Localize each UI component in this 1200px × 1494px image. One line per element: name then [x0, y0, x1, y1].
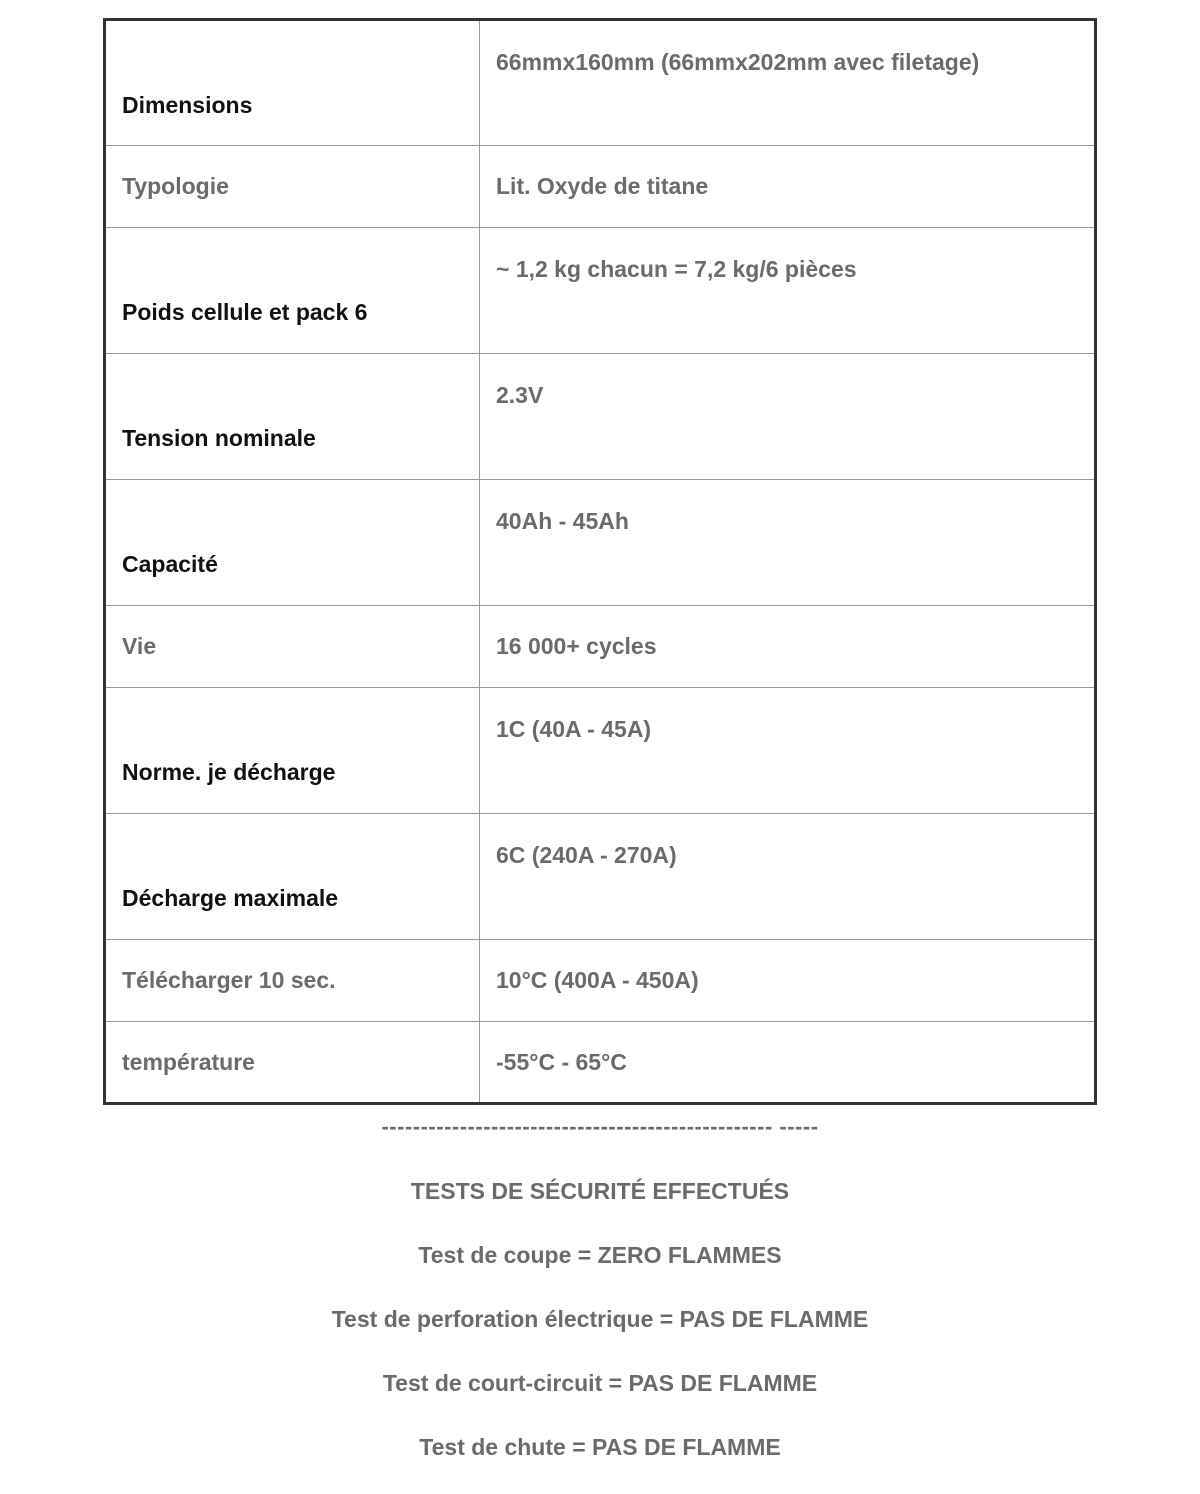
- safety-test-item: Test de coupe = ZERO FLAMMES: [418, 1242, 782, 1268]
- table-row: [105, 814, 1096, 940]
- spec-value-typologie: Lit. Oxyde de titane: [480, 146, 1096, 228]
- table-row: [105, 940, 1096, 1022]
- spec-value-capacite: 40Ah - 45Ah: [480, 480, 1096, 606]
- spec-label-capacite: Capacité: [105, 480, 480, 606]
- spec-value-poids: ~ 1,2 kg chacun = 7,2 kg/6 pièces: [480, 228, 1096, 354]
- spec-value-temperature: -55°C - 65°C: [480, 1022, 1096, 1104]
- spec-label-tension: Tension nominale: [105, 354, 480, 480]
- spec-value-decharge-max: 6C (240A - 270A): [480, 814, 1096, 940]
- spec-label-decharge-max: Décharge maximale: [105, 814, 480, 940]
- safety-heading: TESTS DE SÉCURITÉ EFFECTUÉS: [410, 1178, 790, 1204]
- spec-value-dimensions: 66mmx160mm (66mmx202mm avec filetage): [480, 20, 1096, 146]
- dashed-divider: -------------------------------------------------- -----: [381, 1114, 819, 1139]
- spec-label-poids: Poids cellule et pack 6: [105, 228, 480, 354]
- spec-value-telecharger: 10°C (400A - 450A): [480, 940, 1096, 1022]
- safety-test-item: Test de chute = PAS DE FLAMME: [419, 1434, 781, 1460]
- table-row: [105, 688, 1096, 814]
- safety-test-item: Test de perforation électrique = PAS DE FLAMME: [331, 1306, 869, 1332]
- spec-value-vie: 16 000+ cycles: [480, 606, 1096, 688]
- spec-value-tension: 2.3V: [480, 354, 1096, 480]
- table-row: [105, 354, 1096, 480]
- table-row: [105, 146, 1096, 228]
- spec-label-norme-decharge: Norme. je décharge: [105, 688, 480, 814]
- safety-test-item: Test de court-circuit = PAS DE FLAMME: [382, 1370, 818, 1396]
- table-row: [105, 228, 1096, 354]
- spec-value-norme-decharge: 1C (40A - 45A): [480, 688, 1096, 814]
- spec-table: [103, 18, 1097, 1105]
- spec-label-telecharger: Télécharger 10 sec.: [105, 940, 480, 1022]
- spec-label-typologie: Typologie: [105, 146, 480, 228]
- spec-label-temperature: température: [105, 1022, 480, 1104]
- table-row: [105, 480, 1096, 606]
- table-row: [105, 20, 1096, 146]
- spec-label-dimensions: Dimensions: [105, 20, 480, 146]
- table-row: [105, 606, 1096, 688]
- spec-label-vie: Vie: [105, 606, 480, 688]
- table-row: [105, 1022, 1096, 1104]
